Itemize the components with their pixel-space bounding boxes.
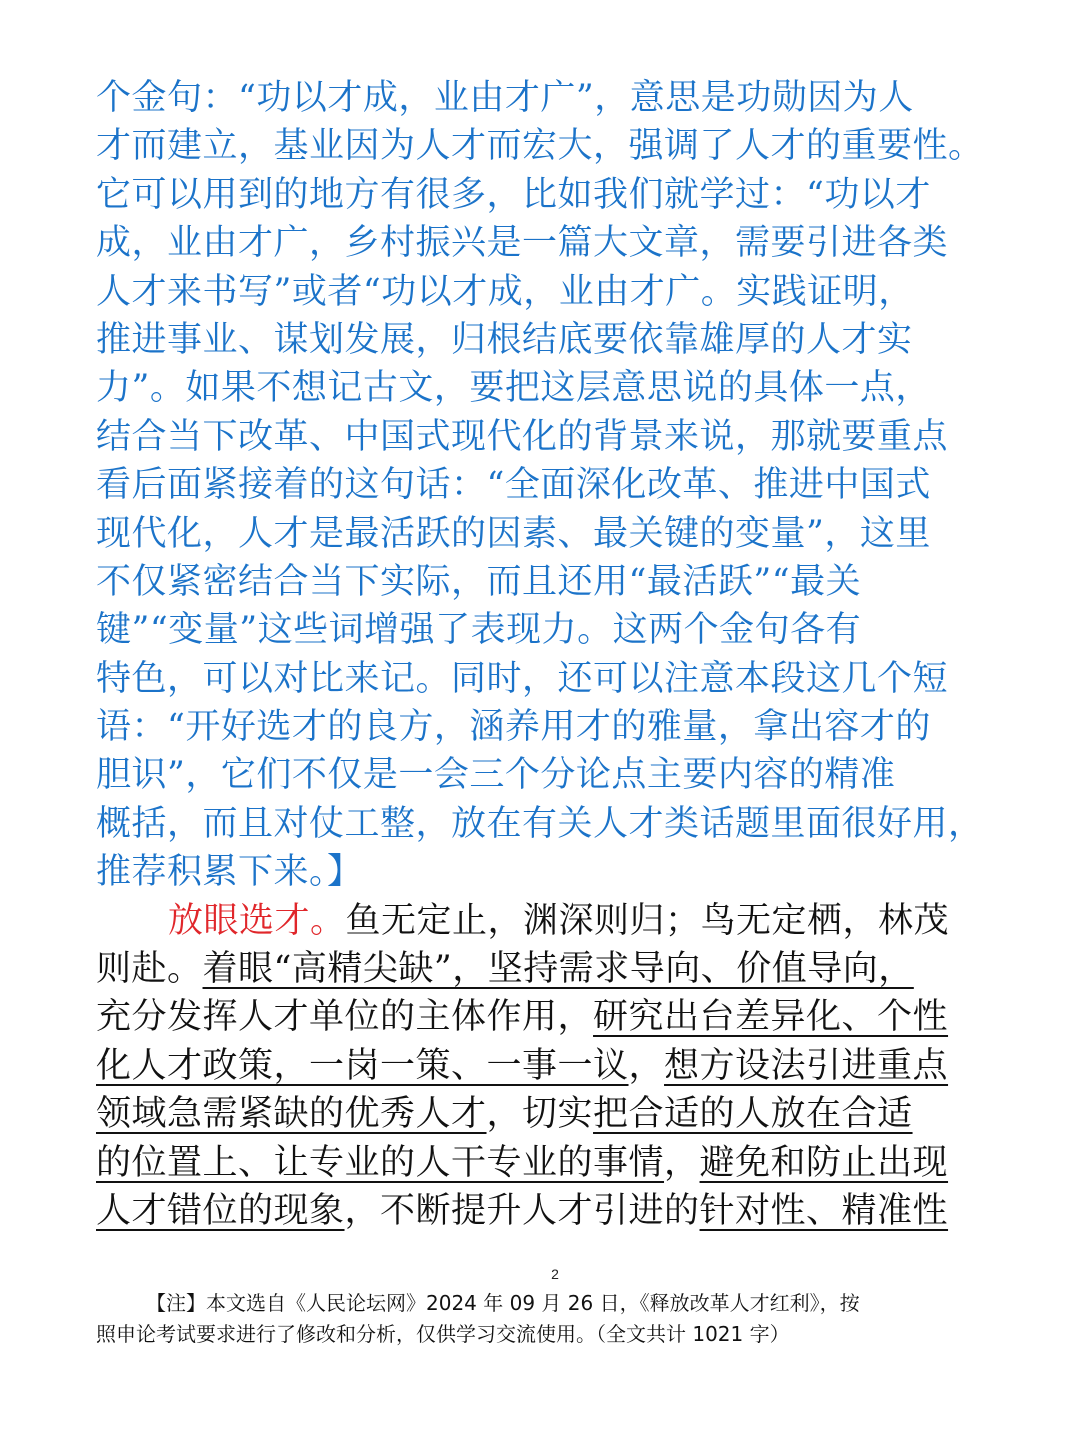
analysis-line: 看后面紧接着的这句话：“全面深化改革、推进中国式 [96,465,931,506]
analysis-line: 才而建立，基业因为人才而宏大，强调了人才的重要性。 [96,126,984,167]
footnote-line: 照申论考试要求进行了修改和分析，仅供学习交流使用。（全文共计 1021 字） [96,1322,790,1346]
body-line [96,897,996,945]
body-line [96,945,996,993]
analysis-line: 推进事业、谋划发展，归根结底要依靠雄厚的人才实 [96,319,913,360]
analysis-line: 成，业由才广，乡村振兴是一篇大文章，需要引进各类 [96,223,949,264]
analysis-line: 现代化，人才是最活跃的因素、最关键的变量”，这里 [96,513,931,554]
analysis-line: 特色，可以对比来记。同时，还可以注意本段这几个短 [96,658,949,699]
underlined-phrase: 领域急需紧缺的优秀人才 [96,1094,487,1135]
analysis-line: 结合当下改革、中国式现代化的背景来说，那就要重点 [96,416,949,457]
footnote-line: 【注】本文选自《人民论坛网》2024 年 09 月 26 日，《释放改革人才红利》，按 [146,1291,860,1315]
body-text: ，不断提升人才引进的 [344,1190,700,1231]
underlined-phrase: 着眼“高精尖缺”，坚持需求导向、价值导向， [202,949,914,990]
footnote [96,1288,996,1350]
body-line [96,1090,996,1138]
analysis-line: 推荐积累下来。】 [96,852,363,893]
body-line [96,1187,996,1235]
underlined-phrase: 避免和防止出现 [699,1142,949,1183]
body-text: 充分发挥人才单位的主体作用 [96,997,558,1038]
body-text: 鱼无定止，渊深则归；鸟无定栖，林茂 [345,900,950,941]
underlined-phrase: 想方设法引进重点 [664,1045,949,1086]
underlined-phrase: 针对性、精准性 [699,1190,949,1231]
body-text: ， [557,997,594,1038]
analysis-line: 胆识”，它们不仅是一会三个分论点主要内容的精准 [96,755,896,796]
underlined-phrase: 研究出台差异化、个性 [593,997,949,1038]
analysis-line: 不仅紧密结合当下实际，而且还用“最活跃”“最关 [96,561,862,602]
analysis-line: 个金句：“功以才成，业由才广”，意思是功勋因为人 [96,78,914,118]
underlined-phrase: 化人才政策，一岗一策、一事一议 [96,1045,629,1086]
body-line [96,1139,996,1187]
analysis-line: 它可以用到的地方有很多，比如我们就学过：“功以才 [96,174,931,215]
underlined-phrase: 把合适的人放在合适 [593,1094,913,1135]
analysis-line: 人才来书写”或者“功以才成，业由才广。实践证明， [96,271,914,312]
underlined-phrase: 人才错位的现象 [96,1190,345,1231]
body-text: ，切实 [486,1094,594,1135]
page-number: 2 [551,1266,559,1282]
text-block [96,74,996,1235]
body-line [96,1042,996,1090]
section-heading: 放眼选才。 [168,900,346,941]
underlined-phrase: 的位置上、让专业的人干专业的事情 [96,1142,665,1183]
body-text: ， [664,1142,700,1183]
body-text: 则赴。 [96,949,203,990]
body-text: ， [628,1045,665,1086]
analysis-line: 语：“开好选才的良方，涵养用才的雅量，拿出容才的 [96,707,931,748]
analysis-line: 概括，而且对仗工整，放在有关人才类话题里面很好用， [96,803,984,844]
analysis-line: 键”“变量”这些词增强了表现力。这两个金句各有 [96,610,862,651]
analysis-line: 力”。如果不想记古文，要把这层意思说的具体一点， [96,368,931,409]
body-line [96,993,996,1041]
